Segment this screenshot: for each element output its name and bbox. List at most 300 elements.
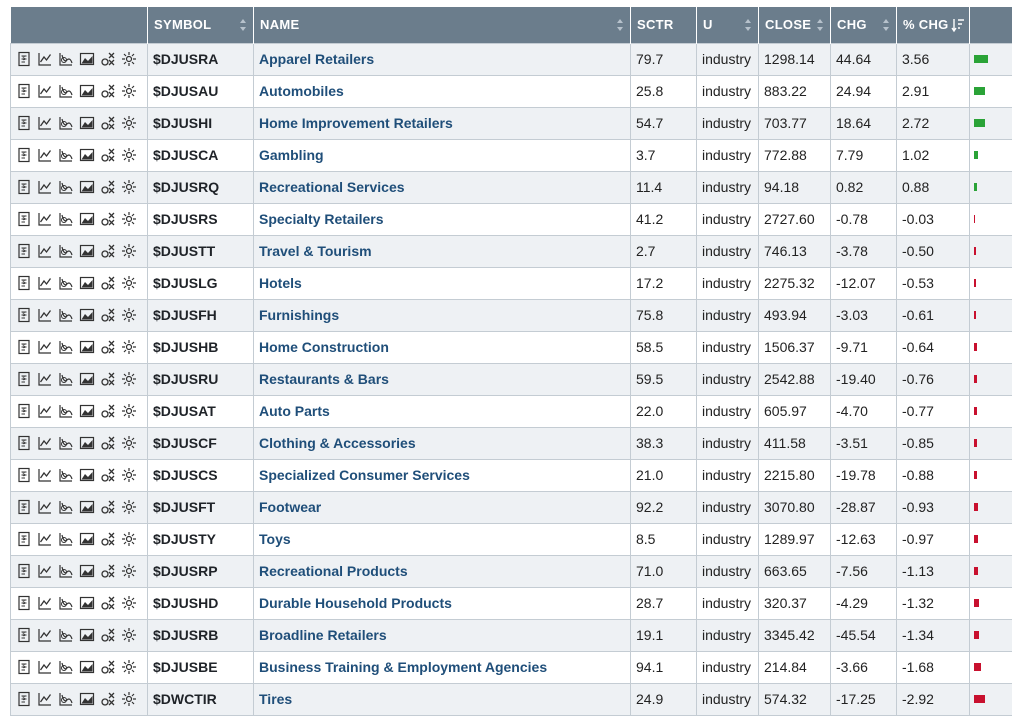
seasonality-icon[interactable]	[120, 83, 137, 99]
performance-chart-icon[interactable]	[57, 403, 74, 419]
seasonality-icon[interactable]	[120, 691, 137, 707]
sort-icon	[239, 17, 247, 33]
line-chart-icon[interactable]	[36, 83, 53, 99]
seasonality-icon[interactable]	[120, 371, 137, 387]
area-chart-icon[interactable]	[78, 243, 95, 259]
symbol-cell: $DJUSRU	[148, 363, 254, 395]
document-icon[interactable]	[15, 307, 32, 323]
performance-chart-icon[interactable]	[57, 179, 74, 195]
industry-name-link[interactable]: Specialty Retailers	[259, 211, 384, 227]
industry-name-link[interactable]: Durable Household Products	[259, 595, 452, 611]
table-row	[11, 203, 1012, 235]
close-cell: 3070.80	[759, 491, 831, 523]
name-cell	[254, 491, 631, 523]
performance-chart-icon[interactable]	[57, 115, 74, 131]
line-chart-icon[interactable]	[36, 275, 53, 291]
chg-cell: -3.66	[831, 651, 897, 683]
sort-icon	[616, 17, 624, 33]
change-bar	[974, 535, 978, 543]
area-chart-icon[interactable]	[78, 371, 95, 387]
change-bar-cell	[970, 683, 1012, 715]
universe-cell: industry	[697, 491, 759, 523]
seasonality-icon[interactable]	[120, 435, 137, 451]
seasonality-icon[interactable]	[120, 403, 137, 419]
industry-name-link[interactable]: Specialized Consumer Services	[259, 467, 470, 483]
point-figure-icon[interactable]	[99, 563, 116, 579]
industry-name-link[interactable]: Restaurants & Bars	[259, 371, 389, 387]
line-chart-icon[interactable]	[36, 691, 53, 707]
change-bar-cell	[970, 523, 1012, 555]
name-cell	[254, 299, 631, 331]
universe-cell: industry	[697, 395, 759, 427]
sort-icon	[744, 17, 752, 33]
industry-name-link[interactable]: Home Construction	[259, 339, 389, 355]
change-bar-cell	[970, 139, 1012, 171]
close-cell: 493.94	[759, 299, 831, 331]
svg-text:$: $	[22, 600, 25, 606]
seasonality-icon[interactable]	[120, 275, 137, 291]
point-figure-icon[interactable]	[99, 243, 116, 259]
industry-name-link[interactable]: Home Improvement Retailers	[259, 115, 453, 131]
universe-cell: industry	[697, 619, 759, 651]
point-figure-icon[interactable]	[99, 371, 116, 387]
row-actions	[11, 171, 148, 203]
symbol-cell: $DWCTIR	[148, 683, 254, 715]
column-header-icons	[11, 7, 148, 43]
area-chart-icon[interactable]	[78, 339, 95, 355]
pct-chg-cell: -0.61	[897, 299, 970, 331]
performance-chart-icon[interactable]	[57, 627, 74, 643]
table-row	[11, 427, 1012, 459]
performance-chart-icon[interactable]	[57, 83, 74, 99]
point-figure-icon[interactable]	[99, 51, 116, 67]
document-icon[interactable]	[15, 595, 32, 611]
document-icon[interactable]	[15, 51, 32, 67]
seasonality-icon[interactable]	[120, 115, 137, 131]
change-bar	[974, 55, 988, 63]
universe-cell: industry	[697, 363, 759, 395]
change-bar-cell	[970, 203, 1012, 235]
area-chart-icon[interactable]	[78, 627, 95, 643]
performance-chart-icon[interactable]	[57, 531, 74, 547]
change-bar-cell	[970, 171, 1012, 203]
point-figure-icon[interactable]	[99, 435, 116, 451]
symbol-cell: $DJUSAT	[148, 395, 254, 427]
area-chart-icon[interactable]	[78, 531, 95, 547]
industry-name-link[interactable]: Recreational Products	[259, 563, 408, 579]
document-icon[interactable]	[15, 211, 32, 227]
performance-chart-icon[interactable]	[57, 563, 74, 579]
performance-chart-icon[interactable]	[57, 339, 74, 355]
area-chart-icon[interactable]	[78, 691, 95, 707]
svg-text:$: $	[22, 120, 25, 126]
symbol-cell: $DJUSRA	[148, 43, 254, 75]
point-figure-icon[interactable]	[99, 115, 116, 131]
document-icon[interactable]	[15, 499, 32, 515]
sctr-cell: 19.1	[631, 619, 697, 651]
line-chart-icon[interactable]	[36, 339, 53, 355]
close-cell: 663.65	[759, 555, 831, 587]
area-chart-icon[interactable]	[78, 595, 95, 611]
symbol-cell: $DJUSTT	[148, 235, 254, 267]
row-actions	[11, 331, 148, 363]
table-row	[11, 523, 1012, 555]
column-header-bar	[970, 7, 1012, 43]
performance-chart-icon[interactable]	[57, 435, 74, 451]
close-cell: 703.77	[759, 107, 831, 139]
row-actions	[11, 363, 148, 395]
area-chart-icon[interactable]	[78, 499, 95, 515]
change-bar	[974, 215, 975, 223]
table-row	[11, 651, 1012, 683]
document-icon[interactable]	[15, 467, 32, 483]
industry-name-link[interactable]: Business Training & Employment Agencies	[259, 659, 548, 675]
point-figure-icon[interactable]	[99, 179, 116, 195]
industry-name-link[interactable]: Broadline Retailers	[259, 627, 387, 643]
area-chart-icon[interactable]	[78, 211, 95, 227]
name-cell	[254, 43, 631, 75]
name-cell	[254, 171, 631, 203]
document-icon[interactable]	[15, 339, 32, 355]
document-icon[interactable]	[15, 627, 32, 643]
seasonality-icon[interactable]	[120, 243, 137, 259]
change-bar	[974, 439, 977, 447]
line-chart-icon[interactable]	[36, 307, 53, 323]
area-chart-icon[interactable]	[78, 51, 95, 67]
performance-chart-icon[interactable]	[57, 371, 74, 387]
industry-name-link[interactable]: Toys	[259, 531, 291, 547]
line-chart-icon[interactable]	[36, 467, 53, 483]
point-figure-icon[interactable]	[99, 467, 116, 483]
name-cell	[254, 683, 631, 715]
change-bar-cell	[970, 395, 1012, 427]
performance-chart-icon[interactable]	[57, 467, 74, 483]
seasonality-icon[interactable]	[120, 499, 137, 515]
column-header-chg-label: CHG	[837, 17, 867, 33]
close-cell: 772.88	[759, 139, 831, 171]
line-chart-icon[interactable]	[36, 499, 53, 515]
seasonality-icon[interactable]	[120, 147, 137, 163]
universe-cell: industry	[697, 683, 759, 715]
change-bar	[974, 279, 976, 287]
column-header-symbol[interactable]	[148, 7, 254, 43]
chg-cell: -9.71	[831, 331, 897, 363]
sctr-cell: 22.0	[631, 395, 697, 427]
change-bar-cell	[970, 459, 1012, 491]
column-header-close[interactable]	[759, 7, 831, 43]
svg-text:$: $	[22, 152, 25, 158]
pct-chg-cell: -0.88	[897, 459, 970, 491]
performance-chart-icon[interactable]	[57, 275, 74, 291]
performance-chart-icon[interactable]	[57, 595, 74, 611]
universe-cell: industry	[697, 171, 759, 203]
performance-chart-icon[interactable]	[57, 243, 74, 259]
pct-chg-cell: -0.97	[897, 523, 970, 555]
pct-chg-cell: -0.53	[897, 267, 970, 299]
sctr-cell: 79.7	[631, 43, 697, 75]
sctr-cell: 59.5	[631, 363, 697, 395]
name-cell	[254, 587, 631, 619]
area-chart-icon[interactable]	[78, 659, 95, 675]
chg-cell: -19.78	[831, 459, 897, 491]
close-cell: 2275.32	[759, 267, 831, 299]
change-bar	[974, 471, 977, 479]
sctr-cell: 25.8	[631, 75, 697, 107]
svg-text:$: $	[22, 408, 25, 414]
pct-chg-cell: -0.77	[897, 395, 970, 427]
svg-text:$: $	[22, 376, 25, 382]
row-actions	[11, 587, 148, 619]
change-bar-cell	[970, 235, 1012, 267]
universe-cell: industry	[697, 235, 759, 267]
pct-chg-cell: -0.03	[897, 203, 970, 235]
column-header-sctr[interactable]	[631, 7, 697, 43]
column-header-u-label: U	[703, 17, 713, 33]
line-chart-icon[interactable]	[36, 147, 53, 163]
sort-icon	[882, 17, 890, 33]
close-cell: 214.84	[759, 651, 831, 683]
seasonality-icon[interactable]	[120, 179, 137, 195]
point-figure-icon[interactable]	[99, 531, 116, 547]
point-figure-icon[interactable]	[99, 403, 116, 419]
document-icon[interactable]	[15, 435, 32, 451]
change-bar	[974, 183, 977, 191]
column-header-sctr-label: SCTR	[637, 17, 674, 33]
performance-chart-icon[interactable]	[57, 147, 74, 163]
pct-chg-cell: -1.32	[897, 587, 970, 619]
close-cell: 2727.60	[759, 203, 831, 235]
area-chart-icon[interactable]	[78, 435, 95, 451]
industry-name-link[interactable]: Travel & Tourism	[259, 243, 372, 259]
column-header-u[interactable]	[697, 7, 759, 43]
pct-chg-cell: -0.50	[897, 235, 970, 267]
symbol-cell: $DJUSHI	[148, 107, 254, 139]
svg-text:$: $	[22, 536, 25, 542]
table-row	[11, 139, 1012, 171]
area-chart-icon[interactable]	[78, 403, 95, 419]
line-chart-icon[interactable]	[36, 627, 53, 643]
row-actions	[11, 395, 148, 427]
chg-cell: 0.82	[831, 171, 897, 203]
line-chart-icon[interactable]	[36, 659, 53, 675]
seasonality-icon[interactable]	[120, 563, 137, 579]
table-row	[11, 363, 1012, 395]
symbol-cell: $DJUSFT	[148, 491, 254, 523]
change-bar	[974, 631, 979, 639]
seasonality-icon[interactable]	[120, 627, 137, 643]
sctr-cell: 8.5	[631, 523, 697, 555]
close-cell: 320.37	[759, 587, 831, 619]
performance-chart-icon[interactable]	[57, 659, 74, 675]
point-figure-icon[interactable]	[99, 595, 116, 611]
row-actions	[11, 459, 148, 491]
industry-name-link[interactable]: Auto Parts	[259, 403, 330, 419]
sctr-cell: 11.4	[631, 171, 697, 203]
table-row	[11, 171, 1012, 203]
row-actions	[11, 139, 148, 171]
pct-chg-cell: 0.88	[897, 171, 970, 203]
sctr-cell: 75.8	[631, 299, 697, 331]
close-cell: 574.32	[759, 683, 831, 715]
chg-cell: -3.03	[831, 299, 897, 331]
universe-cell: industry	[697, 299, 759, 331]
document-icon[interactable]	[15, 243, 32, 259]
line-chart-icon[interactable]	[36, 51, 53, 67]
change-bar-cell	[970, 75, 1012, 107]
performance-chart-icon[interactable]	[57, 307, 74, 323]
industry-name-link[interactable]: Clothing & Accessories	[259, 435, 416, 451]
area-chart-icon[interactable]	[78, 83, 95, 99]
name-cell	[254, 459, 631, 491]
change-bar	[974, 119, 985, 127]
symbol-cell: $DJUSHD	[148, 587, 254, 619]
industry-name-link[interactable]: Footwear	[259, 499, 322, 515]
seasonality-icon[interactable]	[120, 659, 137, 675]
universe-cell: industry	[697, 43, 759, 75]
sctr-cell: 41.2	[631, 203, 697, 235]
document-icon[interactable]	[15, 115, 32, 131]
close-cell: 883.22	[759, 75, 831, 107]
point-figure-icon[interactable]	[99, 339, 116, 355]
svg-text:$: $	[22, 664, 25, 670]
column-header-pct-chg-label: % CHG	[903, 17, 949, 33]
line-chart-icon[interactable]	[36, 531, 53, 547]
point-figure-icon[interactable]	[99, 627, 116, 643]
industry-table	[10, 7, 1012, 716]
sort-icon	[816, 17, 824, 33]
line-chart-icon[interactable]	[36, 371, 53, 387]
change-bar-cell	[970, 587, 1012, 619]
line-chart-icon[interactable]	[36, 243, 53, 259]
symbol-cell: $DJUSRQ	[148, 171, 254, 203]
industry-name-link[interactable]: Automobiles	[259, 83, 344, 99]
close-cell: 1298.14	[759, 43, 831, 75]
point-figure-icon[interactable]	[99, 307, 116, 323]
area-chart-icon[interactable]	[78, 307, 95, 323]
seasonality-icon[interactable]	[120, 531, 137, 547]
svg-text:$: $	[22, 472, 25, 478]
row-actions	[11, 299, 148, 331]
area-chart-icon[interactable]	[78, 275, 95, 291]
industry-name-link[interactable]: Hotels	[259, 275, 302, 291]
document-icon[interactable]	[15, 691, 32, 707]
document-icon[interactable]	[15, 403, 32, 419]
chg-cell: -28.87	[831, 491, 897, 523]
svg-text:$: $	[22, 248, 25, 254]
line-chart-icon[interactable]	[36, 595, 53, 611]
sctr-cell: 24.9	[631, 683, 697, 715]
line-chart-icon[interactable]	[36, 403, 53, 419]
document-icon[interactable]	[15, 659, 32, 675]
close-cell: 1506.37	[759, 331, 831, 363]
svg-text:$: $	[22, 216, 25, 222]
chg-cell: -4.70	[831, 395, 897, 427]
performance-chart-icon[interactable]	[57, 691, 74, 707]
table-row	[11, 43, 1012, 75]
area-chart-icon[interactable]	[78, 179, 95, 195]
change-bar-cell	[970, 267, 1012, 299]
row-actions	[11, 523, 148, 555]
area-chart-icon[interactable]	[78, 467, 95, 483]
area-chart-icon[interactable]	[78, 115, 95, 131]
document-icon[interactable]	[15, 179, 32, 195]
document-icon[interactable]	[15, 147, 32, 163]
industry-name-link[interactable]: Recreational Services	[259, 179, 405, 195]
chg-cell: 24.94	[831, 75, 897, 107]
performance-chart-icon[interactable]	[57, 51, 74, 67]
document-icon[interactable]	[15, 531, 32, 547]
document-icon[interactable]	[15, 371, 32, 387]
sort-descending-icon	[951, 17, 965, 33]
point-figure-icon[interactable]	[99, 211, 116, 227]
change-bar-cell	[970, 555, 1012, 587]
column-header-pct-chg[interactable]	[897, 7, 970, 43]
change-bar	[974, 343, 977, 351]
chg-cell: 44.64	[831, 43, 897, 75]
line-chart-icon[interactable]	[36, 115, 53, 131]
chg-cell: -12.63	[831, 523, 897, 555]
sctr-cell: 71.0	[631, 555, 697, 587]
table-row	[11, 491, 1012, 523]
point-figure-icon[interactable]	[99, 659, 116, 675]
point-figure-icon[interactable]	[99, 83, 116, 99]
seasonality-icon[interactable]	[120, 595, 137, 611]
point-figure-icon[interactable]	[99, 147, 116, 163]
document-icon[interactable]	[15, 275, 32, 291]
svg-text:$: $	[22, 440, 25, 446]
column-header-name-label: NAME	[260, 17, 300, 33]
industry-name-link[interactable]: Tires	[259, 691, 293, 707]
table-row	[11, 331, 1012, 363]
industry-name-link[interactable]: Apparel Retailers	[259, 51, 375, 67]
table-row	[11, 299, 1012, 331]
line-chart-icon[interactable]	[36, 563, 53, 579]
seasonality-icon[interactable]	[120, 51, 137, 67]
seasonality-icon[interactable]	[120, 307, 137, 323]
line-chart-icon[interactable]	[36, 211, 53, 227]
column-header-chg[interactable]	[831, 7, 897, 43]
universe-cell: industry	[697, 75, 759, 107]
point-figure-icon[interactable]	[99, 691, 116, 707]
area-chart-icon[interactable]	[78, 147, 95, 163]
seasonality-icon[interactable]	[120, 211, 137, 227]
universe-cell: industry	[697, 203, 759, 235]
industry-name-link[interactable]: Furnishings	[259, 307, 340, 323]
symbol-cell: $DJUSCA	[148, 139, 254, 171]
column-header-name[interactable]	[254, 7, 631, 43]
change-bar-cell	[970, 363, 1012, 395]
area-chart-icon[interactable]	[78, 563, 95, 579]
name-cell	[254, 427, 631, 459]
performance-chart-icon[interactable]	[57, 211, 74, 227]
line-chart-icon[interactable]	[36, 179, 53, 195]
document-icon[interactable]	[15, 83, 32, 99]
line-chart-icon[interactable]	[36, 435, 53, 451]
table-row	[11, 267, 1012, 299]
document-icon[interactable]	[15, 563, 32, 579]
performance-chart-icon[interactable]	[57, 499, 74, 515]
point-figure-icon[interactable]	[99, 275, 116, 291]
symbol-cell: $DJUSRP	[148, 555, 254, 587]
seasonality-icon[interactable]	[120, 467, 137, 483]
point-figure-icon[interactable]	[99, 499, 116, 515]
name-cell	[254, 75, 631, 107]
column-header-symbol-label: SYMBOL	[154, 17, 212, 33]
seasonality-icon[interactable]	[120, 339, 137, 355]
industry-name-link[interactable]: Gambling	[259, 147, 324, 163]
chg-cell: -0.78	[831, 203, 897, 235]
pct-chg-cell: -1.68	[897, 651, 970, 683]
